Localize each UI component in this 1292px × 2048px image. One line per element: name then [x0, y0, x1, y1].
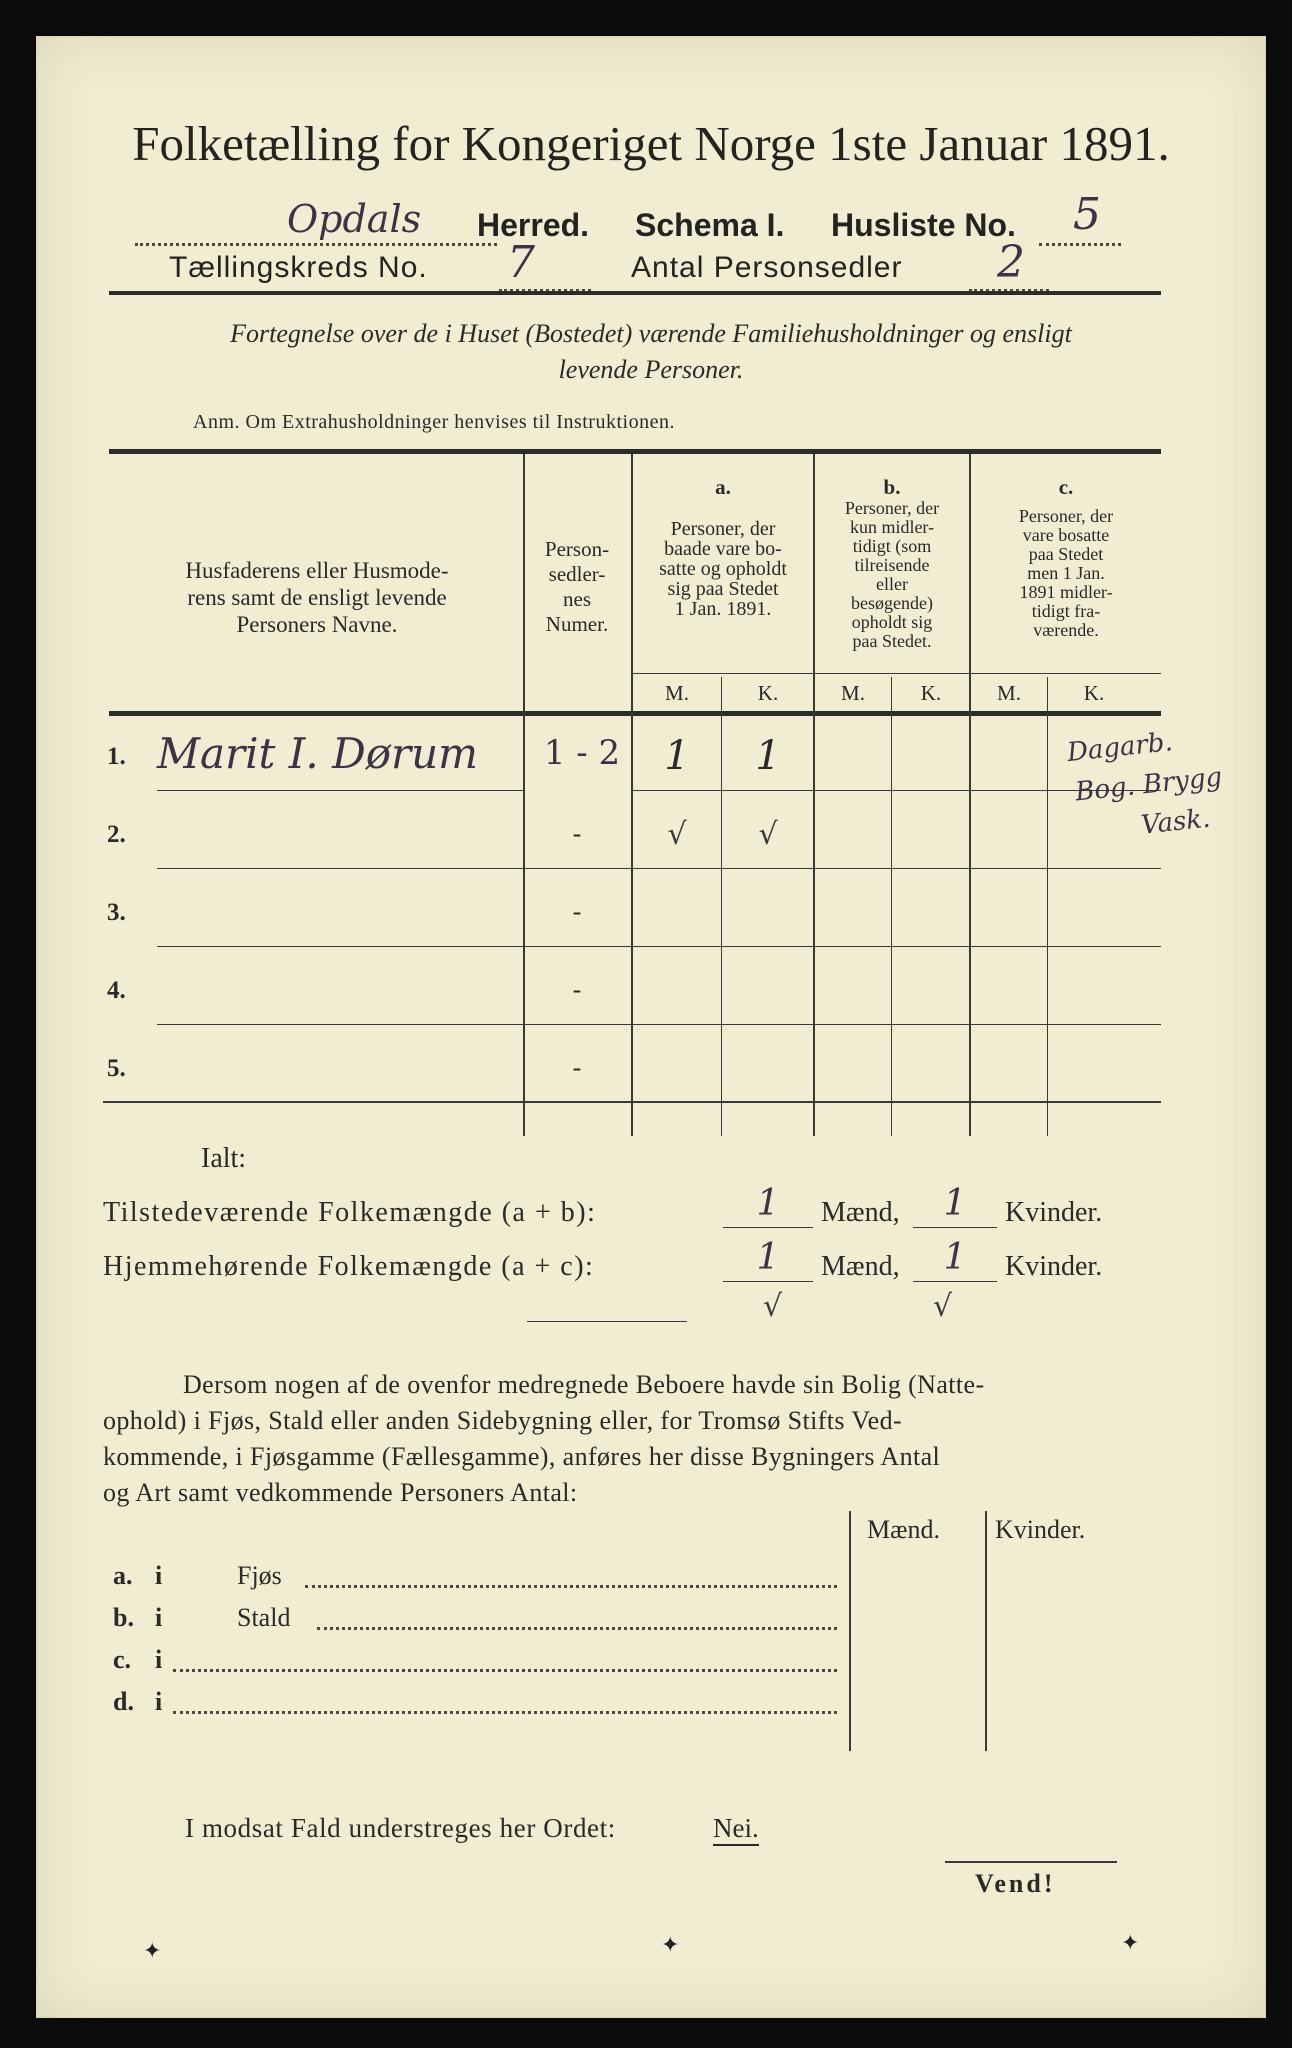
- tilstede-label: Tilstedeværende Folkemængde (a + b):: [103, 1197, 597, 1228]
- antal-value: 2: [997, 237, 1025, 288]
- form-title: Folketælling for Kongeriget Norge 1ste Januar 1891.: [132, 116, 1170, 171]
- header-a-letter: a.: [715, 475, 731, 499]
- row-number: 5.: [107, 1055, 126, 1082]
- hjemme-k-line: [913, 1281, 997, 1282]
- hjemme-maend: Mænd,: [821, 1251, 900, 1282]
- row-line-4: [157, 1024, 1161, 1025]
- table-head-rule: [109, 711, 1161, 716]
- tilstede-kvinder: Kvinder.: [1005, 1197, 1103, 1228]
- margin-note: Dagarb. Bog. Brygg Vask.: [1065, 727, 1224, 841]
- row-line-3: [157, 946, 1161, 947]
- a-k-check: √: [758, 817, 778, 852]
- mk-rule: [633, 673, 1161, 674]
- modsat-text: I modsat Fald understreges her Ordet:: [185, 1813, 616, 1843]
- husliste-label: Husliste No.: [831, 207, 1016, 243]
- tilstede-maend: Mænd,: [821, 1197, 900, 1228]
- building-i: i: [155, 1603, 163, 1632]
- building-label: Stald: [237, 1603, 291, 1632]
- building-dots: [173, 1701, 837, 1714]
- nei-word: Nei.: [713, 1813, 759, 1846]
- buildings-divider-2: [985, 1511, 987, 1751]
- numer-value: -: [572, 897, 582, 926]
- binding-mark-icon: ✦: [1121, 1931, 1140, 1956]
- header-b-m: M.: [841, 681, 865, 705]
- tilstede-k-line: [913, 1227, 997, 1228]
- col-sub-c: [1047, 677, 1048, 1136]
- hjemme-label: Hjemmehørende Folkemængde (a + c):: [103, 1251, 595, 1282]
- intro-line-2: levende Personer.: [558, 355, 744, 384]
- header-b-text: Personer, der kun midler- tidigt (som tilreisende eller besøgende) opholdt sig paa Stedet.: [844, 498, 940, 651]
- buildings-divider-1: [849, 1511, 851, 1751]
- kreds-label: Tællingskreds No.: [169, 251, 428, 284]
- building-letter: a.: [113, 1561, 133, 1590]
- numer-value: -: [572, 1053, 582, 1082]
- binding-mark-icon: ✦: [661, 1933, 680, 1958]
- building-letter: d.: [113, 1687, 134, 1716]
- antal-label: Antal Personsedler: [631, 251, 903, 284]
- header-c-letter: c.: [1058, 475, 1074, 499]
- header-b-k: K.: [920, 681, 942, 705]
- building-letter: b.: [113, 1603, 134, 1632]
- header-c-text: Personer, der vare bosatte paa Stedet men 1 Jan. 1891 midler- tidigt fra- værende.: [1018, 506, 1114, 640]
- row-line-2: [157, 868, 1161, 869]
- header-c-k: K.: [1083, 681, 1105, 705]
- sidebygning-paragraph: Dersom nogen af de ovenfor medregnede Beboere havde sin Bolig (Natte- ophold) i Fjøs, Stald eller anden Sidebygning eller, for Tromsø Stifts Ved- kommende, i Fjøsgamme (Fællesgamme), anføres her disse Bygningers Antal og Art samt vedkommende Personers Antal:: [103, 1370, 985, 1507]
- schema-label: Schema I.: [635, 207, 785, 243]
- building-dots: [305, 1575, 837, 1588]
- sum-line: [527, 1321, 687, 1322]
- header-a-k: K.: [757, 681, 779, 705]
- header-c-m: M.: [997, 681, 1021, 705]
- header-b-letter: b.: [883, 475, 901, 499]
- building-letter: c.: [113, 1645, 132, 1674]
- check-mark: √: [933, 1289, 953, 1324]
- row-number: 4.: [107, 977, 126, 1004]
- buildings-kvinder-header: Kvinder.: [995, 1515, 1086, 1544]
- check-mark: √: [763, 1289, 783, 1324]
- vend-rule: [945, 1861, 1117, 1863]
- tilstede-m-value: 1: [756, 1183, 780, 1224]
- building-label: Fjøs: [237, 1561, 282, 1590]
- anm-note: Anm. Om Extrahusholdninger henvises til Instruktionen.: [193, 411, 675, 433]
- numer-value: -: [572, 819, 582, 848]
- ialt-label: Ialt:: [201, 1143, 247, 1174]
- hjemme-m-value: 1: [756, 1237, 780, 1278]
- vend-text: Vend!: [975, 1869, 1056, 1898]
- header-names: Husfaderens eller Husmode- rens samt de ensligt levende Personers Navne.: [185, 558, 449, 637]
- intro-line-1: Fortegnelse over de i Huset (Bostedet) værende Familiehusholdninger og ensligt: [230, 319, 1072, 348]
- census-form: [36, 36, 1266, 2018]
- numer-value: 1 - 2: [543, 733, 621, 773]
- building-i: i: [155, 1687, 163, 1716]
- herred-value: Opdals: [287, 197, 422, 241]
- husliste-value: 5: [1073, 189, 1101, 240]
- tilstede-k-value: 1: [943, 1183, 967, 1224]
- header-a-text: Personer, der baade vare bo- satte og opholdt sig paa Stedet 1 Jan. 1891.: [659, 518, 787, 620]
- col-sub-b: [891, 677, 892, 1136]
- numer-value: -: [572, 975, 582, 1004]
- header-numer: Person- sedler- nes Numer.: [544, 537, 610, 636]
- hjemme-k-value: 1: [943, 1237, 967, 1278]
- herred-label: Herred.: [477, 207, 590, 243]
- hjemme-m-line: [723, 1281, 813, 1282]
- buildings-maend-header: Mænd.: [867, 1515, 940, 1544]
- building-i: i: [155, 1645, 163, 1674]
- row-line-1: [157, 790, 523, 791]
- kreds-value: 7: [507, 237, 535, 288]
- tilstede-m-line: [723, 1227, 813, 1228]
- a-m-value: 1: [664, 733, 690, 779]
- header-rule: [109, 291, 1161, 295]
- a-k-value: 1: [755, 733, 781, 779]
- building-i: i: [155, 1561, 163, 1590]
- row-number: 2.: [107, 821, 126, 848]
- person-name: Marit I. Dørum: [157, 729, 478, 778]
- table-bottom-rule: [103, 1101, 1161, 1103]
- a-m-check: √: [667, 817, 687, 852]
- col-sub-a: [721, 677, 722, 1136]
- table-top-rule: [109, 449, 1161, 454]
- row-number: 1.: [107, 743, 126, 770]
- building-dots: [317, 1617, 837, 1630]
- binding-mark-icon: ✦: [143, 1939, 162, 1964]
- row-number: 3.: [107, 899, 126, 926]
- hjemme-kvinder: Kvinder.: [1005, 1251, 1103, 1282]
- building-dots: [173, 1659, 837, 1672]
- header-a-m: M.: [665, 681, 689, 705]
